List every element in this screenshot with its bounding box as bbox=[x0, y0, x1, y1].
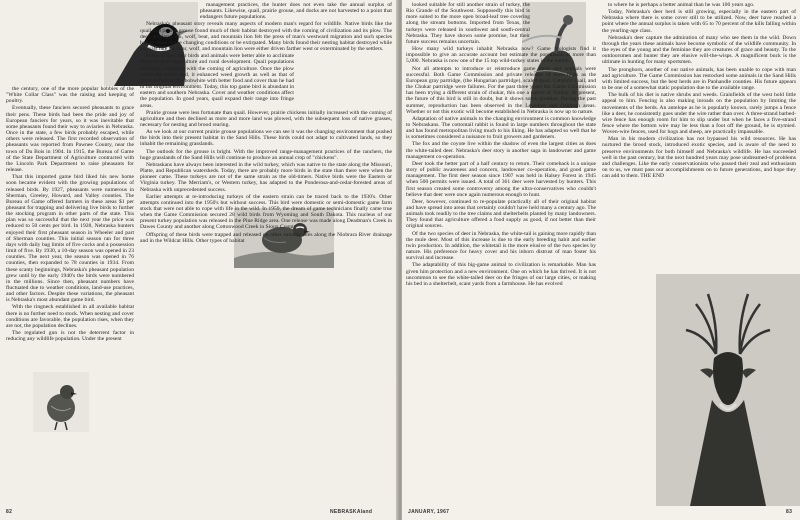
paragraph: Not all attempts to introduce or reintroduce game birds and animals were successful. Both Game Commission and private releases of such birds as the European gray partridge, (the Hungarian partridge), scaled quail, Coturnix quail, and the Chukar partridge were failures. For the past three years the Game Commission has been trying a different strain of chukar, this one a native of Turkey. At present, the future of this bird is still in doubt, but it shows some promise. During the past summer, reproduction has been observed in the Lewellen and Oshkosh areas. Whether or not this exotic will become established in Nebraska is now up to nature. bbox=[406, 65, 596, 115]
paragraph: Nebraska's deer capture the admiration of many who see them in the wild. Down through the years these animals have become symbolic of the wildlife community. In the eyes of the young and the feminine they are creatures of grace and beauty. To the outdoorsmen and hunter they are elusive will-the-wisps. A magnificent buck is the ultimate in hunting for many sportsmen. bbox=[602, 34, 796, 66]
right-column-2 bbox=[602, 2, 796, 272]
paragraph: The outlook for the grouse is bright. With the improved range-management practices of the ranchers, the huge grasslands of the Sand Hills will continue to produce an annual crop of "chickens". bbox=[140, 148, 392, 161]
paragraph: The regulated gun is not the deterrent factor in reducing any wildlife population. Under the present bbox=[6, 330, 134, 343]
paragraph: The bulk of his diet is native shrubs and weeds. Grainfields of the west hold little appeal to him. Fencing is also making inroads on the population by limiting the movements of the herds. An antelope as he is popularly known, rarely jumps a fence like a deer, he consistently goes under the wire rather than over. A three-strand barbed-wire fence has enough room for him to slip under but when he faces a five-strand fence where the bottom wire may be less than a foot off the ground, he is stymied. Woven-wire fences, used for hogs and sheep, are practically impassable. bbox=[602, 92, 796, 136]
paragraph: Man in his modern civilization has not bypassed his wild resources. He has nurtured the brood stock, introduced exotic species, and is aware of the need to preserve environments for both himself and Nebraska's wildlife. He has succeeded well in the past century, but the next hundred years may pose undreamed-of problems and challenges. Like the early conservationists who passed their zeal and enthusiasm on to us, we must pass our accomplishments on to future generations, and hope they can add to them. THE END bbox=[602, 136, 796, 180]
right-page bbox=[402, 0, 800, 520]
right-page-number: 83 bbox=[786, 509, 793, 515]
paragraph: management practices, the hunter does not even take the annual surplus of pheasants. Likewise, quail, prairie grouse, and ducks are not harvested to a point that endangers future populations. bbox=[200, 2, 392, 21]
paragraph: Deer took the better part of a half century to return. Their comeback is a unique story of public awareness and concern, landowner co-operation, and good game management. The first deer season since 1907 was held in Halsey Forest in 1945 when 500 permits were issued. A total of 361 deer were harvested by hunters. This first season created some controversy among the ultra-conservatives who couldn't believe that deer were once again numerous enough to hunt. bbox=[406, 160, 596, 198]
paragraph: Of the two species of deer in Nebraska, the white-tail is gaining more rapidly than the mule deer. Most of this increase is due to the early breeding habit and earlier twin production. In addition, the whitetail is the more elusive of the two species by nature. His preference for heavy cover and his inborn distrust of man foster his survival and increase. bbox=[406, 230, 596, 262]
paragraph: Earlier attempts at re-introducing turkeys of the eastern strain can be traced back to the 1930's. Other attempts continued into the 1950's but without success. This bird were domestic or semi-domestic game farm stock that were not able to cope with life in the wild. In 1959, the dream of game technicians finally came true when the Game Commission secured 28 wild birds from Wyoming and South Dakota. This nucleus of our present turkey population was released in the Pine Ridge area. One release was made along Deadman's Creek in Dawes County and another along Cottonwood Creek in Sioux County. bbox=[140, 193, 392, 231]
left-footer-title: NEBRASKAland bbox=[330, 509, 373, 515]
paragraph: Deer, however, continued to re-populate practically all of their original habitat and have spread into areas that certainly couldn't have held many a century ago. The animals took readily to the tree claims and shelterbelts planted by many landowners. They found that agriculture offered a food supply as good, if not better than their original sources. bbox=[406, 198, 596, 230]
paragraph: Prairie grouse were less fortunate than quail. However, prairie chickens initially increased with the coming of agriculture and then declined as more and more land was plowed, with the subsequent loss of native grasses, necessary for nesting and brood rearing. bbox=[140, 109, 392, 128]
paragraph: As we look at our current prairie grouse populations we can see it was the changing environment that pushed the birds into their present habitat in the Sand Hills. These birds could not adapt to cultivated lands, so they inhabit the remaining grasslands. bbox=[140, 129, 392, 148]
left-column-2 bbox=[140, 2, 392, 506]
paragraph: the century, one of the more popular hobbies of the "White Collar Class" was the raising and keeping of poultry. bbox=[6, 86, 134, 105]
paragraph: Nebraska's pheasant story reveals many aspects of modern man's regard for wildlife. Native birds like the quail and prairie grouse found much of their habitat destroyed with the coming of civilization and its plow. The deer, antelope, elk, wolf, bear, and mountain lion felt the press of man's westward migration and such species had to adapt to the changing conditions or be extirpated. Many birds found their nesting habitat destroyed while animals like the bear, wolf, and mountain lion were either driven farther west or exterminated by the settlers. bbox=[140, 21, 392, 53]
right-column-1 bbox=[406, 2, 596, 506]
left-page-number: 82 bbox=[6, 509, 13, 515]
paragraph: Nebraskans have always been interested in the wild turkey, which was native to the state along the Missouri, Platte, and Republican watersheds. Today, there are probably more birds in the state than there were when the pioneer came. These turkeys are not of the same strain as the old-timers. Native birds were the Eastern or Virginia turkey. The Merriam's, or Western turkey, has adapted to the Ponderosa-and-cedar-forested areas of Nebraska with unprecedented success. bbox=[140, 161, 392, 193]
paragraph: looked suitable for still another strain of turkey, the Rio Grande of the Southwest. Supposedly this bird is more suited to the more open broad-leaf tree covering along the stream bottoms. Imported from Texas, the turkeys were released in southwest and south-central Nebraska. They have shown some promise, but their future success remains uncertain. bbox=[406, 2, 530, 45]
right-footer-date: JANUARY, 1967 bbox=[408, 509, 450, 515]
paragraph: That this imported game bird liked his new home soon became evident with the growing populations of released birds. By 1927, pheasants were numerous in Sherman, Greeley, Howard, and Valley counties. The Bureau of Game offered farmers in these areas $1 per pheasant for trapping and delivering live birds to further the stocking program in other parts of the state. This plan was so successful that the next year the price was reduced to 50 cents per bird. In 1928, Nebraska hunters enjoyed their first pheasant season in Wheeler and part of Sherman counties. This initial season ran for three days with daily bag limits of five cocks and a possession limit of five. By 1930, a 10-day season was opened in 23 counties. The next year, the season was opened in 76 counties, then expanded to 78 counties in 1934. From these scanty beginnings, Nebraska's pheasant population grew until by the early 1940's the birds were numbered in the millions. Since then, pheasant numbers have fluctuated due to weather conditions, land-use practices, and other factors. Despite these variations, the pheasant is Nebraska's most abundant game bird. bbox=[6, 174, 134, 304]
paragraph: to where he is perhaps a better animal than he was 100 years ago. bbox=[608, 2, 755, 8]
left-column-1 bbox=[6, 86, 134, 506]
paragraph: How many wild turkeys inhabit Nebraska now? Game biologists find it impossible to give an accurate account but estimate the population at more than 5,000. Nebraska is now one of the 15 top wild-turkey states in the nation. bbox=[406, 46, 596, 65]
deer-photo bbox=[656, 274, 800, 506]
paragraph: The pronghorn, another of our native animals, has been unable to cope with man and agriculture. The Game Commission has restocked some animals in the Sand Hills with limited success, but the best herds are in Panhandle counties. His future appears to be one of a somewhat static population due to the available range. bbox=[602, 66, 796, 92]
paragraph: Eventually, these fanciers secured pheasants to grace their pens. These birds had been the pride and joy of European fanciers for years, so it was inevitable that some pheasants found their way to aviaries in Nebraska. Once in the state, a few birds probably escaped, while others were released. The first recorded observation of pheasants was reported from Pawnee County, near the town of Du Bois in 1904. In 1915, the Bureau of Game of the State Department of Agriculture contracted with the Lincoln Park Department to raise pheasants for release. bbox=[6, 105, 134, 174]
paragraph: Adaptation of native animals to the changing environment is common knowledge to Nebraskans. The cottontail rabbit is found in large numbers throughout the state and has found metropolitan living much to his liking. He has adapted so well that he is sometimes considered a nuisance to fruit growers and gardeners. bbox=[406, 115, 596, 141]
paragraph: Today, Nebraska's deer herd is still growing, especially in the eastern part of Nebraska where there is some cover still to be utilized. Now, deer have reached a point where the annual surplus is taken with 65 to 70 percent of the kills falling within the yearling-age class. bbox=[602, 9, 796, 34]
left-page bbox=[0, 0, 398, 520]
paragraph: Many of the other birds and animals were better able to acclimate themselves to agriculture and rural development. Quail populations definitely increased with the coming of agriculture. Once the plow broke the native sod, it enhanced weed growth as well as that of grain to furnish the bobwhite with better food and cover than he had in his original environment. Today, this top game bird is abundant in eastern and southern Nebraska. Cover and weather conditions affect the population. In good years, quail expand their range into fringe areas. bbox=[140, 53, 294, 109]
paragraph: The fox and the coyote live within the shadow of even the largest cities as does the white-tailed deer. Nebraska's deer story is another saga in landowner and game management co-operation. bbox=[406, 141, 596, 160]
paragraph: Offspring of these birds were trapped and released on other suitable sites along the Niobrara River drainage and in the Wildcat Hills. Other types of habitat bbox=[140, 231, 392, 244]
paragraph: With the ringneck established in all available habitat there is no further need to stock. When nesting and cover conditions are favorable, the population rises, when they are not, the population declines. bbox=[6, 304, 134, 329]
paragraph: The adaptability of this big-game animal to civilization is remarkable. Man has given him protection and a new environment. One on which he has thrived. It is not uncommon to see the white-tailed deer on the fringes of our large cities, or making his bed in a shelterbelt, scant yards from a farmhouse. He has evolved bbox=[406, 262, 596, 287]
